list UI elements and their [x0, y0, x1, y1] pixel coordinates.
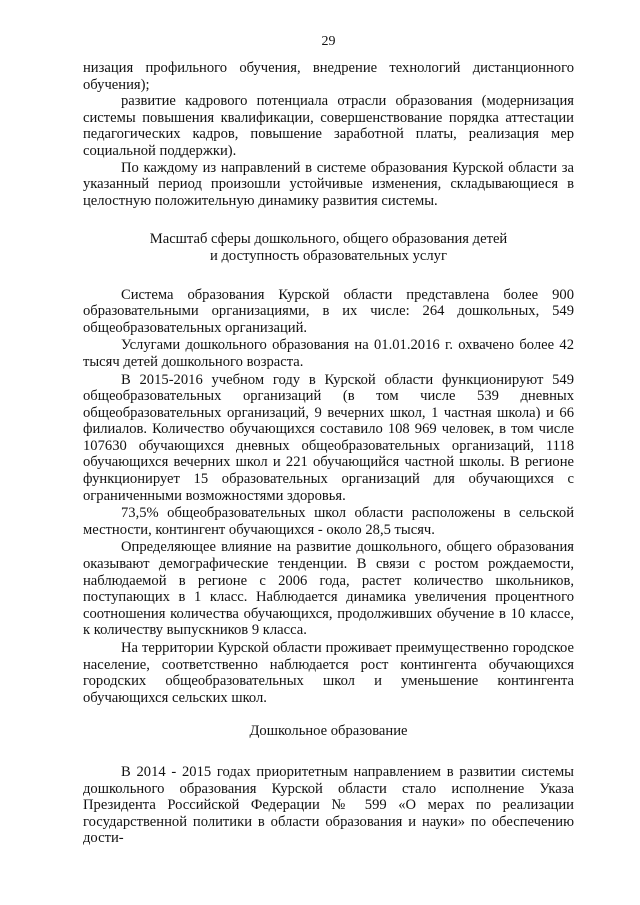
page-number: 29 [321, 34, 336, 49]
paragraph-rural-schools: 73,5% общеобразовательных школ области расположены в сельской местности, контингент обучающихся - около 28,5 тысяч. [83, 505, 574, 538]
paragraph-continuation: низация профильного обучения, внедрение технологий дистанционного обучения); [83, 60, 574, 93]
section-heading-line-1: Масштаб сферы дошкольного, общего образования детей [149, 231, 508, 248]
paragraph-demographics: Определяющее влияние на развитие дошкольного, общего образования оказывают демографические тенденции. В связи с ростом рождаемости, наблюдаемой в регионе с 2006 года, растет количество школьников, поступающих в 1 класс. Наблюдается динамика увеличения процентного соотношения количества обучающихся, продолживших обучение в 10 классе, к количеству выпускников 9 класса. [83, 539, 574, 639]
paragraph-school-year: В 2015-2016 учебном году в Курской области функционируют 549 общеобразовательных организаций (в том числе 539 дневных общеобразовательных организаций, 9 вечерних школ, 1 частная школа) и 66 филиалов. Количество обучающихся составило 108 969 человек, в том числе 107630 обучающихся дневных общеобразовательных организаций, 1118 обучающихся вечерних школ и 221 обучающийся частной школы. В регионе функционирует 15 образовательных организаций для обучающихся с ограниченными возможностями здоровья. [83, 371, 574, 504]
paragraph-system-overview: Система образования Курской области представлена более 900 образовательными организациями, в их числе: 264 дошкольных, 549 общеобразовательных организаций. [83, 286, 574, 336]
paragraph-staff-potential: развитие кадрового потенциала отрасли образования (модернизация системы повышения квалификации, совершенствование порядка аттестации педагогических кадров, повышение заработной платы, реализация мер социальной поддержки). [83, 93, 574, 159]
section-heading-line-2: и доступность образовательных услуг [210, 247, 447, 264]
paragraph-preschool-coverage: Услугами дошкольного образования на 01.01.2016 г. охвачено более 42 тысяч детей дошкольного возраста. [83, 337, 574, 370]
paragraph-urban-population: На территории Курской области проживает преимущественно городское население, соответственно наблюдается рост контингента обучающихся городских общеобразовательных школ и уменьшение контингента обучающихся сельских школ. [83, 640, 574, 706]
top-section [83, 60, 574, 209]
paragraph-priority-direction: В 2014 - 2015 годах приоритетным направлением в развитии системы дошкольного образования Курской области стало исполнение Указа Президента Российской Федерации № 599 «О мерах по реализации государственной политики в области образования и науки» по обеспечению дости- [83, 763, 574, 847]
bottom-section [83, 764, 574, 847]
section-heading-scale [83, 231, 574, 264]
paragraph-directions-changes: По каждому из направлений в системе образования Курской области за указанный период произошли устойчивые изменения, складывающиеся в целостную положительную динамику развития системы. [83, 159, 574, 209]
section-heading-preschool: Дошкольное образование [249, 723, 408, 740]
middle-section [83, 287, 574, 707]
